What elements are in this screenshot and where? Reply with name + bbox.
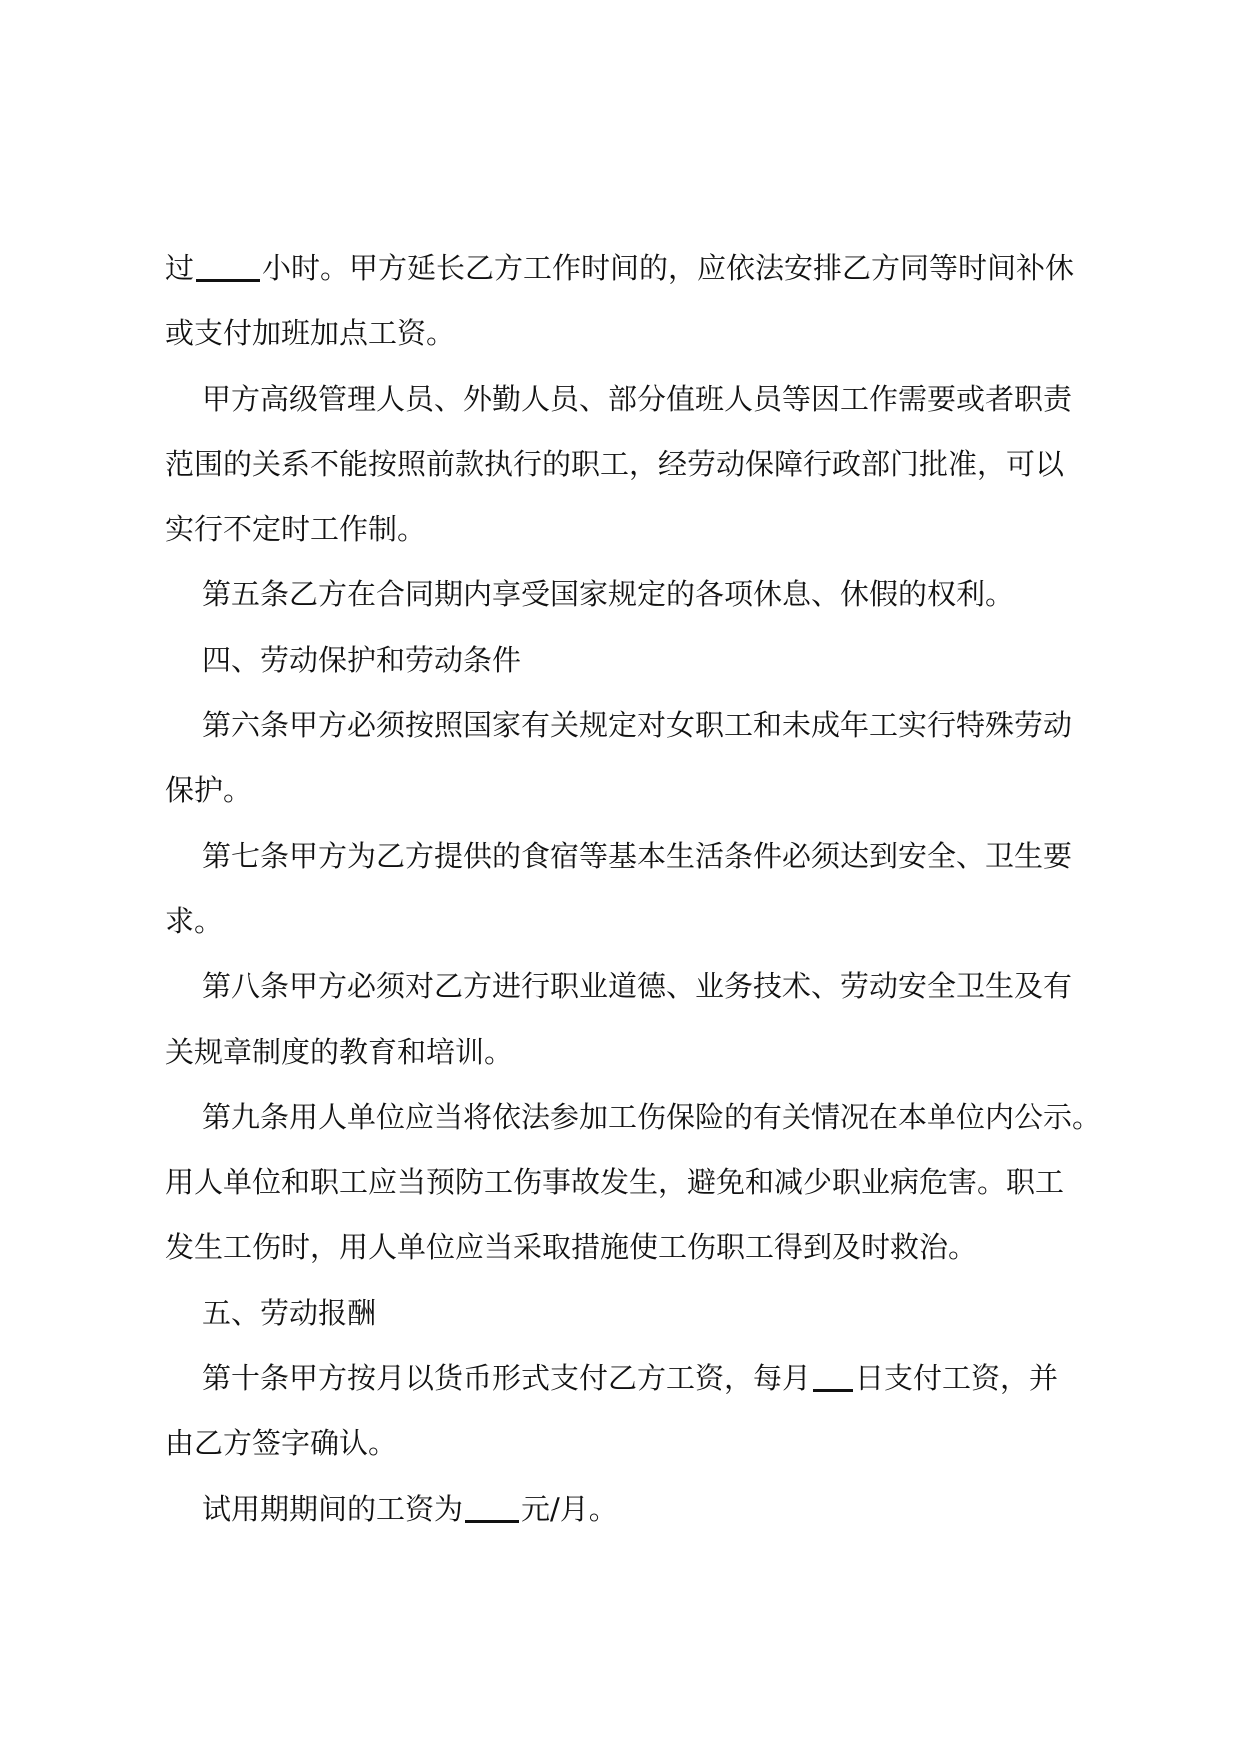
text-segment: 第十条甲方按月以货币形式支付乙方工资，每月: [202, 1361, 812, 1396]
text-line: 实行不定时工作制。: [165, 512, 427, 547]
text-line: 关规章制度的教育和培训。: [165, 1034, 514, 1069]
text-line: [165, 1346, 1090, 1411]
section-heading: 五、劳动报酬: [202, 1295, 377, 1330]
text-line: 第五条乙方在合同期内享受国家规定的各项休息、休假的权利。: [202, 577, 1015, 612]
text-line: 第六条甲方必须按照国家有关规定对女职工和未成年工实行特殊劳动: [202, 708, 1073, 743]
text-segment: 过: [165, 251, 195, 285]
text-line: 甲方高级管理人员、外勤人员、部分值班人员等因工作需要或者职责: [202, 381, 1073, 416]
text-line: 第八条甲方必须对乙方进行职业道德、业务技术、劳动安全卫生及有: [202, 969, 1073, 1004]
text-line: 第七条甲方为乙方提供的食宿等基本生活条件必须达到安全、卫生要: [202, 838, 1073, 873]
text-line: 用人单位和职工应当预防工伤事故发生，避免和减少职业病危害。职工: [165, 1165, 1065, 1200]
text-line: 保护。: [165, 773, 253, 808]
fill-in-blank-probation-wage[interactable]: [465, 1490, 519, 1523]
text-line: 发生工伤时，用人单位应当采取措施使工伤职工得到及时救治。: [165, 1230, 978, 1265]
text-segment: 日支付工资，并: [855, 1361, 1059, 1396]
fill-in-blank-pay-day[interactable]: [813, 1359, 853, 1392]
text-segment: 试用期期间的工资为: [202, 1491, 464, 1526]
text-segment: 小时。甲方延长乙方工作时间的，应依法安排乙方同等时间补休: [262, 251, 1075, 285]
section-heading: 四、劳动保护和劳动条件: [202, 642, 522, 677]
text-line: 由乙方签字确认。: [165, 1426, 398, 1461]
text-line: 或支付加班加点工资。: [165, 316, 456, 351]
text-line: 第九条用人单位应当将依法参加工伤保险的有关情况在本单位内公示。: [202, 1099, 1102, 1134]
text-line: [165, 1477, 1090, 1542]
document-body: [165, 236, 1102, 1542]
text-line: 求。: [165, 903, 224, 938]
fill-in-blank-hours[interactable]: [196, 249, 260, 282]
text-segment: 元/月。: [521, 1491, 618, 1526]
text-line: [165, 236, 1090, 301]
text-line: 范围的关系不能按照前款执行的职工，经劳动保障行政部门批准，可以: [165, 446, 1065, 481]
